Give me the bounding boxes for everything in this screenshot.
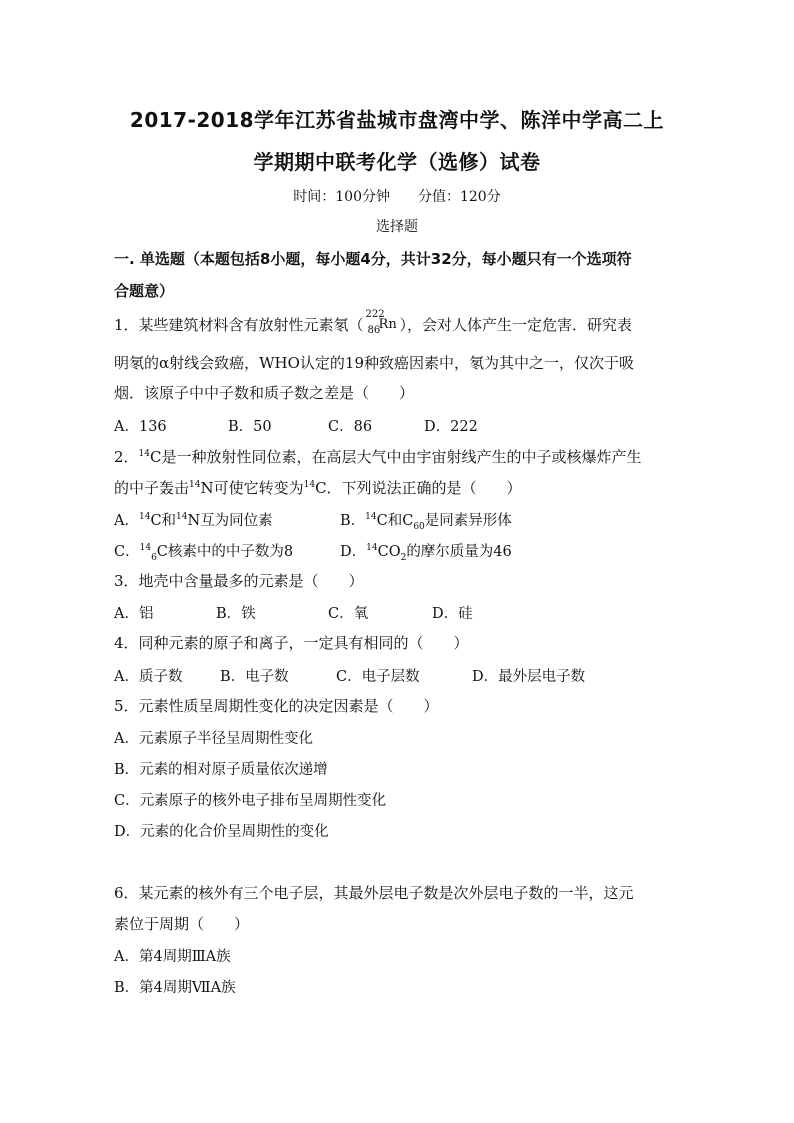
q1-option-d[interactable]: D．222 — [424, 419, 478, 435]
radon-nuclide-notation — [364, 309, 400, 336]
mass-number-sup: 14 — [139, 543, 152, 554]
q1-stem-line-2: 明氡的α射线会致癌，WHO认定的19种致癌因素中，氡为其中之一，仅次于吸 — [114, 354, 635, 372]
q3-stem: 3．地壳中含量最多的元素是（ ） — [114, 572, 364, 590]
q2-stem-text-b: N可使它转变为 — [200, 479, 304, 497]
option-text: 的摩尔质量为46 — [406, 544, 512, 560]
option-text: C核素中的中子数为8 — [156, 544, 294, 560]
q5-option-c[interactable]: C．元素原子的核外电子排布呈周期性变化 — [114, 793, 387, 809]
option-text: CO — [377, 544, 401, 560]
option-letter: D． — [340, 544, 367, 560]
mass-number-sup: 14 — [303, 480, 316, 490]
q4-option-d[interactable]: D．最外层电子数 — [472, 669, 586, 685]
option-letter: C． — [114, 544, 140, 560]
q2-stem-line-2 — [114, 477, 522, 498]
mass-number-sup: 14 — [365, 512, 377, 523]
q2-stem-line-1 — [114, 446, 641, 467]
option-letter: B． — [340, 513, 366, 529]
mass-number-sup: 14 — [366, 543, 378, 554]
q4-option-a[interactable]: A．质子数 — [114, 669, 183, 685]
option-text: N互为同位素 — [187, 513, 273, 529]
q2-option-c[interactable] — [114, 540, 293, 563]
q6-stem-line-1: 6．某元素的核外有三个电子层，其最外层电子数是次外层电子数的一半，这元 — [114, 884, 634, 902]
nuclide-symbol: Rn — [378, 317, 397, 332]
q4-option-c[interactable]: C．电子层数 — [336, 669, 420, 685]
option-text: C和C — [376, 513, 414, 529]
q6-option-b[interactable]: B．第4周期ⅦA族 — [114, 980, 236, 996]
subscript: 2 — [400, 552, 407, 563]
q2-option-a[interactable] — [114, 509, 273, 530]
q3-option-d[interactable]: D．硅 — [432, 606, 473, 622]
mass-number-sup: 14 — [138, 449, 150, 459]
q5-option-a[interactable]: A．元素原子半径呈周期性变化 — [114, 731, 313, 747]
q1-stem-pre: 1．某些建筑材料含有放射性元素氡（ — [114, 316, 364, 334]
q5-stem: 5．元素性质呈周期性变化的决定因素是（ ） — [114, 697, 439, 715]
subscript: 60 — [413, 521, 425, 532]
q1-option-c[interactable]: C．86 — [328, 419, 373, 435]
q3-option-b[interactable]: B．铁 — [216, 606, 256, 622]
nuclide-mass-number: 222 — [365, 309, 385, 320]
mass-number-sup: 14 — [176, 512, 188, 523]
atomic-number-sub: 6 — [151, 552, 157, 563]
exam-title-line-2: 学期期中联考化学（选修）试卷 — [253, 150, 541, 174]
q5-option-d[interactable]: D．元素的化合价呈周期性的变化 — [114, 824, 329, 840]
q1-option-a[interactable]: A．136 — [114, 419, 167, 435]
time-score-info: 时间：100分钟 分值：120分 — [293, 189, 501, 205]
q2-option-b[interactable] — [340, 509, 512, 532]
mass-number-sup: 14 — [189, 480, 201, 490]
nuclide-atomic-number: 86 — [367, 325, 381, 336]
exam-title-line-1: 2017-2018学年江苏省盐城市盘湾中学、陈洋中学高二上 — [129, 108, 665, 132]
option-text: C和 — [150, 513, 177, 529]
q2-number: 2． — [114, 448, 139, 466]
section-label: 选择题 — [376, 219, 418, 235]
q5-option-b[interactable]: B．元素的相对原子质量依次递增 — [114, 762, 328, 778]
q2-option-d[interactable] — [340, 540, 512, 563]
q6-option-a[interactable]: A．第4周期ⅢA族 — [114, 949, 231, 965]
part1-heading: 一. 单选题（本题包括8小题，每小题4分，共计32分，每小题只有一个选项符 — [114, 250, 632, 268]
q4-stem: 4．同种元素的原子和离子，一定具有相同的（ ） — [114, 634, 469, 652]
q1-option-b[interactable]: B．50 — [228, 419, 272, 435]
q1-stem-line-1 — [114, 309, 633, 336]
q1-stem-post: ），会对人体产生一定危害．研究表 — [399, 316, 633, 334]
part1-heading-cont: 合题意） — [114, 282, 175, 300]
option-letter: A． — [114, 513, 139, 529]
q3-option-c[interactable]: C．氧 — [328, 606, 369, 622]
q2-stem-text-c: C．下列说法正确的是（ ） — [315, 479, 522, 497]
q4-option-b[interactable]: B．电子数 — [220, 669, 289, 685]
option-text: 是同素异形体 — [424, 513, 512, 529]
mass-number-sup: 14 — [138, 512, 151, 523]
q1-stem-line-3: 烟．该原子中中子数和质子数之差是（ ） — [114, 384, 415, 402]
q3-option-a[interactable]: A．铝 — [114, 606, 154, 622]
q2-stem-text: C是一种放射性同位素，在高层大气中由宇宙射线产生的中子或核爆炸产生 — [150, 448, 642, 466]
q6-stem-line-2: 素位于周期（ ） — [114, 915, 250, 933]
q2-stem-text-a: 的中子轰击 — [114, 479, 190, 497]
